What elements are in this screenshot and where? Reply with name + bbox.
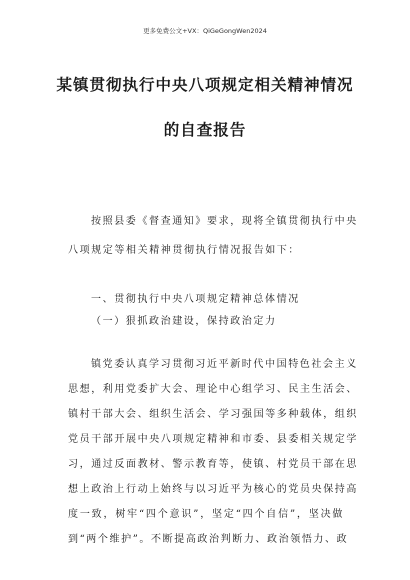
body-paragraph-line-8: 到“两个维护”。不断提高政治判断力、政治领悟力、政 (68, 534, 349, 545)
subsection-1-heading: （一）狠抓政治建设，保持政治定力 (91, 316, 277, 327)
body-paragraph-line-3: 镇村干部大会、组织生活会、学习强国等多种载体，组织 (68, 409, 358, 420)
intro-paragraph-line-1: 按照县委《督查通知》要求，现将全镇贯彻执行中央 (91, 216, 358, 227)
intro-paragraph-line-2: 八项规定等相关精神贯彻执行情况报告如下： (68, 245, 300, 256)
body-paragraph-line-4: 党员干部开展中央八项规定精神和市委、县委相关规定学 (68, 434, 358, 445)
body-paragraph-line-5: 习，通过反面教材、警示教育等，使镇、村党员干部在思 (68, 459, 358, 470)
body-paragraph-line-1: 镇党委认真学习贯彻习近平新时代中国特色社会主义 (91, 359, 358, 370)
document-title-line-2: 的自查报告 (163, 120, 247, 139)
body-paragraph-line-6: 想上政治上行动上始终与以习近平为核心的党员央保持高 (68, 484, 358, 495)
document-title-line-1: 某镇贯彻执行中央八项规定相关精神情况 (56, 75, 354, 94)
section-1-heading: 一、贯彻执行中央八项规定精神总体情况 (91, 294, 300, 305)
body-paragraph-line-7: 度一致，树牢“四个意识”，坚定“四个自信”，坚决做 (68, 509, 344, 520)
body-paragraph-line-2: 思想，利用党委扩大会、理论中心组学习、民主生活会、 (68, 384, 358, 395)
header-note: 更多免费公文+VX：QiGeGongWen2024 (143, 27, 267, 35)
